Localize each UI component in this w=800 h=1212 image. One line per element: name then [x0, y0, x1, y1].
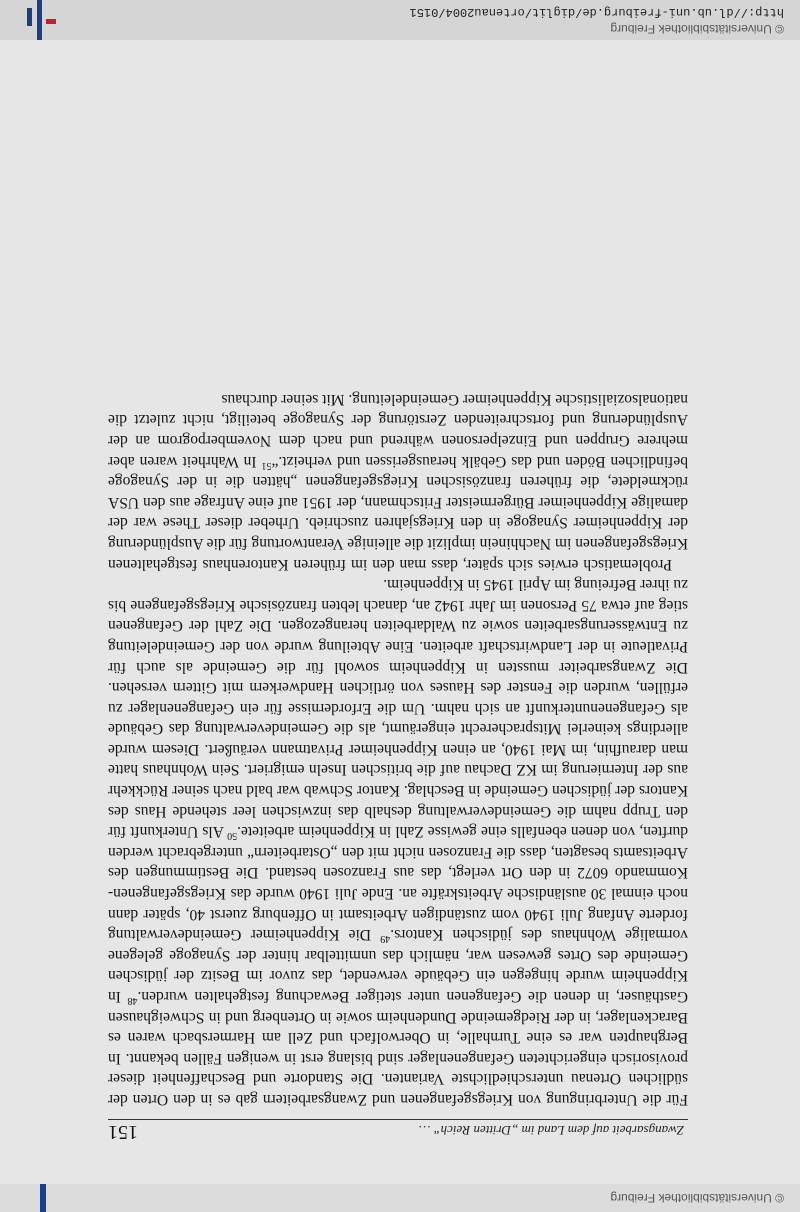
footnote-ref: 51 [261, 459, 272, 471]
library-footer-bar [0, 1184, 800, 1212]
text-run: Die Kippenheimer Gemeindeverwaltung forderte Anfang Juli 1940 vom zuständigen Arbeitsamt in Offenburg zuerst 40, später dann noch einmal 30 ausländische Arbeitskräfte an. Ende Juli 1940 wurde das Kriegsgefangenen-Kommando 6072 in den Ort verlegt, das aus Franzosen bestand. Die Bestimmungen des Arbeitsamts besagten, dass die Franzosen nicht mit den „Ostarbeitern“ untergebracht werden durften, von denen ebenfalls eine gewisse Zahl in Kippenheim arbeitete. [107, 823, 688, 944]
body-text [108, 388, 688, 1109]
page-number: 151 [108, 1121, 138, 1143]
footnote-ref: 50 [227, 830, 238, 842]
book-page [108, 388, 688, 1142]
library-header-bar [0, 0, 800, 40]
running-title: Zwangsarbeit auf dem Land im „Dritten Reich“ … [418, 1123, 684, 1138]
page-url-link[interactable]: http://dl.ub.uni-freiburg.de/diglit/ortenau2004/0151 [409, 5, 784, 19]
text-run: Als Unterkunft für den Trupp nahm die Gemeindeverwaltung deshalb das inzwischen leer stehende Haus des Kantors der jüdischen Gemeinde in Beschlag. Kantor Schwab war bald nach seiner Rückkehr aus der Internierung im KZ Dachau auf die britischen Inseln emigriert. Sein Wohnhaus hatte man daraufhin, im Mai 1940, an einen Kippenheimer Privatmann veräußert. Diesem wurde allerdings keinerlei Mitspracherecht eingeräumt, als die Gemeindeverwaltung das Gebäude als Gefangenenunterkunft an sich nahm. Um die Erfordernisse für ein Gefangenenlager zu erfüllen, wurden die Fenster des Hauses von örtlichen Handwerkern mit Gittern versehen. Die Zwangsarbeiter mussten in Kippenheim sowohl für die Gemeinde als auch für Privatleute in der Landwirtschaft arbeiten. Eine Abteilung wurde von der Gemeindeleitung zu Entwässerungsarbeiten sowie zu Waldarbeiten herangezogen. Die Zahl der Gefangenen stieg auf etwa 75 Personen im Jahr 1942 an, danach lebten französische Kriegsgefangene bis zu ihrer Befreiung im April 1945 in Kippenheim. [108, 576, 688, 841]
text-run: Problematisch erwies sich später, dass man den im früheren Kantorenhaus festgehaltenen Kriegsgefangenen im Nachhinein implizit die alleinige Verantwortung für die Ausplünderung der Kippenheimer Synagoge in den Kriegsjahren zuschrieb. Urheber dieser These war der damalige Kippenheimer Bürgermeister Fritschmann, der 1951 auf eine Anfrage aus den USA rückmeldete, die früheren französischen Kriegsgefangenen „hätten die in der Synagoge befindlichen Böden und das Gebälk herausgerissen und verheizt.“ [108, 452, 688, 573]
accent-bar [40, 1184, 46, 1212]
paragraph [108, 388, 688, 573]
library-credit-footer: © Universitätsbibliothek Freiburg [610, 1191, 784, 1205]
running-head [108, 1119, 688, 1142]
library-logo-icon [18, 0, 62, 40]
text-run: In Wahrheit waren aber mehrere Gruppen und Einzelpersonen während und nach dem Novemberpogrom an der Ausplünderung und fortschreitenden Zerstörung der Synagoge beteiligt, nicht zuletzt die nationalsozialistische Kippenheimer Gemeindeleitung. Mit seiner durchaus [108, 390, 688, 470]
footnote-ref: 49 [380, 933, 391, 945]
text-run: In Kippenheim wurde hingegen ein Gebäude verwendet, das zuvor im Besitz der jüdischen Gemeinde des Ortes gewesen war, nämlich das unmittelbar hinter der Synagoge gelegene vormalige Wohnhaus des jüdischen Kantors. [108, 926, 688, 1006]
text-run: Für die Unterbringung von Kriegsgefangenen und Zwangsarbeitern gab es in den Orten der südlichen Ortenau unterschiedlichste Varianten. Die Standorte und Beschaffenheit dieser provisorisch eingerichteten Gefangenenlager sind bislang erst in wenigen Fällen bekannt. In Berghaupten war es eine Turnhalle, in Oberwolfach und Zell am Harmersbach waren es Barackenlager, in der Riedgemeinde Dundenheim sowie in Ortenberg und in Schweighausen Gasthäuser, in denen die Gefangenen unter stetiger Bewachung festgehalten wurden. [108, 988, 688, 1108]
library-credit-header: © Universitätsbibliothek Freiburg [610, 22, 784, 36]
footnote-ref: 48 [127, 995, 138, 1007]
paragraph [108, 574, 688, 1109]
